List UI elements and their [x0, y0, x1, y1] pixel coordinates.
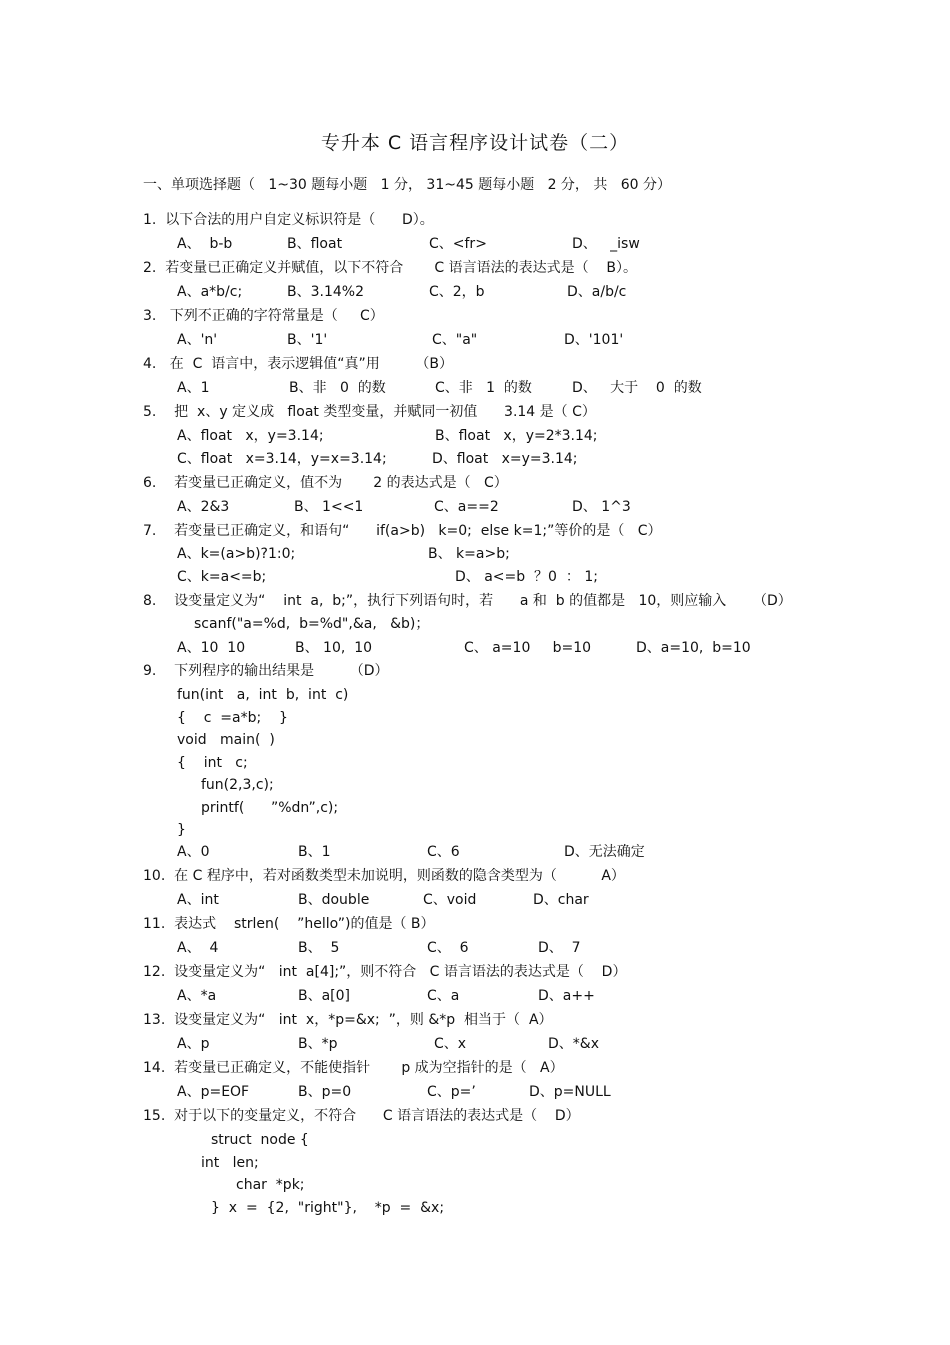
text-line: D、a++: [538, 988, 595, 1004]
text-line: D、 a<=b ？0 ： 1;: [455, 569, 598, 585]
text-line: D、a=10, b=10: [636, 640, 751, 656]
text-line: A、a*b/c;: [177, 284, 243, 300]
text-line: C、x: [434, 1036, 467, 1052]
text-line: B、非 0 的数: [289, 380, 386, 396]
text-line: B、double: [298, 892, 370, 908]
text-line: 15. 对于以下的变量定义，不符合 C 语言语法的表达式是（ D）: [143, 1108, 580, 1124]
text-line: C、k=a<=b;: [177, 569, 267, 585]
text-line: C、2，b: [429, 284, 485, 300]
text-line: C、a: [427, 988, 460, 1004]
text-line: B、float: [287, 236, 343, 252]
text-line: A、int: [177, 892, 219, 908]
text-line: B、float x，y=2*3.14;: [435, 428, 598, 444]
text-line: D、 _isw: [572, 236, 640, 252]
text-line: B、'1': [287, 332, 328, 348]
text-line: 14. 若变量已正确定义，不能使指针 p 成为空指针的是（ A）: [143, 1060, 564, 1076]
text-line: A、0: [177, 844, 210, 860]
text-line: 13. 设变量定义为“ int x，*p=&x; ”，则 &*p 相当于（ A）: [143, 1012, 553, 1028]
text-line: B、 10, 10: [295, 640, 373, 656]
text-line: A、*a: [177, 988, 217, 1004]
text-line: A、1: [177, 380, 210, 396]
text-line: fun(int a, int b, int c): [177, 687, 349, 703]
text-line: A、 b-b: [177, 236, 233, 252]
text-line: 8. 设变量定义为“ int a, b;”，执行下列语句时，若 a 和 b 的值都是 10，则应输入 （D）: [143, 593, 792, 609]
text-line: C、<fr>: [429, 236, 487, 252]
text-line: int len;: [201, 1155, 259, 1171]
text-line: A、p=EOF: [177, 1084, 250, 1100]
text-line: D、p=NULL: [529, 1084, 611, 1100]
text-line: B、p=0: [298, 1084, 352, 1100]
text-line: A、'n': [177, 332, 218, 348]
text-line: B、1: [298, 844, 331, 860]
text-line: 4. 在 C 语言中，表示逻辑值“真”用 （B）: [143, 356, 453, 372]
text-line: C、"a": [432, 332, 478, 348]
text-line: A、10 10: [177, 640, 246, 656]
text-line: printf( ”%dn”,c);: [201, 800, 339, 816]
text-line: 5. 把 x、y 定义成 float 类型变量，并赋同一初值 3.14 是（ C）: [143, 404, 596, 420]
text-line: }: [177, 822, 186, 838]
text-line: C、非 1 的数: [435, 380, 532, 396]
text-line: D、 7: [538, 940, 581, 956]
text-line: 11. 表达式 strlen( ”hello”)的值是（ B）: [143, 916, 435, 932]
text-line: char *pk;: [236, 1177, 305, 1193]
text-line: A、p: [177, 1036, 210, 1052]
text-line: D、 1^3: [572, 499, 631, 515]
text-line: C、 a=10 b=10: [464, 640, 592, 656]
text-line: 12. 设变量定义为“ int a[4];”，则不符合 C 语言语法的表达式是（ D）: [143, 964, 627, 980]
text-line: C、p=’: [427, 1084, 476, 1100]
text-line: C、a==2: [434, 499, 499, 515]
text-line: D、*&x: [548, 1036, 599, 1052]
text-line: void main( ): [177, 732, 275, 748]
text-line: B、3.14%2: [287, 284, 364, 300]
text-line: B、 k=a>b;: [428, 546, 510, 562]
page-title: 专升本 C 语言程序设计试卷（二）: [320, 132, 630, 154]
text-line: D、char: [533, 892, 589, 908]
text-line: C、 6: [427, 940, 469, 956]
text-line: D、a/b/c: [567, 284, 627, 300]
text-line: 9. 下列程序的输出结果是 （D）: [143, 663, 389, 679]
text-line: 3. 下列不正确的字符常量是（ C）: [143, 308, 384, 324]
text-line: 7. 若变量已正确定义，和语句“ if(a>b) k=0; else k=1;”等价的是（ C）: [143, 523, 662, 539]
text-line: B、 1<<1: [294, 499, 364, 515]
text-line: 1. 以下合法的用户自定义标识符是（ D）。: [143, 212, 434, 228]
text-line: D、float x=y=3.14;: [432, 451, 578, 467]
text-line: D、无法确定: [564, 844, 645, 860]
text-line: B、*p: [298, 1036, 338, 1052]
text-line: } x = {2, "right"}, *p = &x;: [211, 1200, 445, 1216]
text-line: C、float x=3.14，y=x=3.14;: [177, 451, 387, 467]
text-line: A、float x，y=3.14;: [177, 428, 324, 444]
text-line: 6. 若变量已正确定义，值不为 2 的表达式是（ C）: [143, 475, 508, 491]
text-line: A、k=(a>b)?1:0;: [177, 546, 296, 562]
text-line: D、 大于 0 的数: [572, 380, 702, 396]
text-line: fun(2,3,c);: [201, 777, 274, 793]
text-line: scanf("a=%d, b=%d",&a, &b)；: [194, 616, 430, 632]
text-line: A、2&3: [177, 499, 230, 515]
text-line: C、void: [423, 892, 477, 908]
text-line: 10. 在 C 程序中，若对函数类型未加说明，则函数的隐含类型为（ A）: [143, 868, 625, 884]
text-line: C、6: [427, 844, 460, 860]
text-line: A、 4: [177, 940, 219, 956]
text-line: D、'101': [564, 332, 624, 348]
text-line: 2. 若变量已正确定义并赋值，以下不符合 C 语言语法的表达式是（ B）。: [143, 260, 638, 276]
text-line: B、 5: [298, 940, 340, 956]
text-line: { int c;: [177, 755, 248, 771]
text-line: struct node {: [211, 1132, 309, 1148]
text-line: { c =a*b; }: [177, 710, 288, 726]
text-line: B、a[0]: [298, 988, 351, 1004]
section-heading: 一、单项选择题（ 1~30 题每小题 1 分， 31~45 题每小题 2 分， 共 60 分）: [143, 177, 671, 193]
